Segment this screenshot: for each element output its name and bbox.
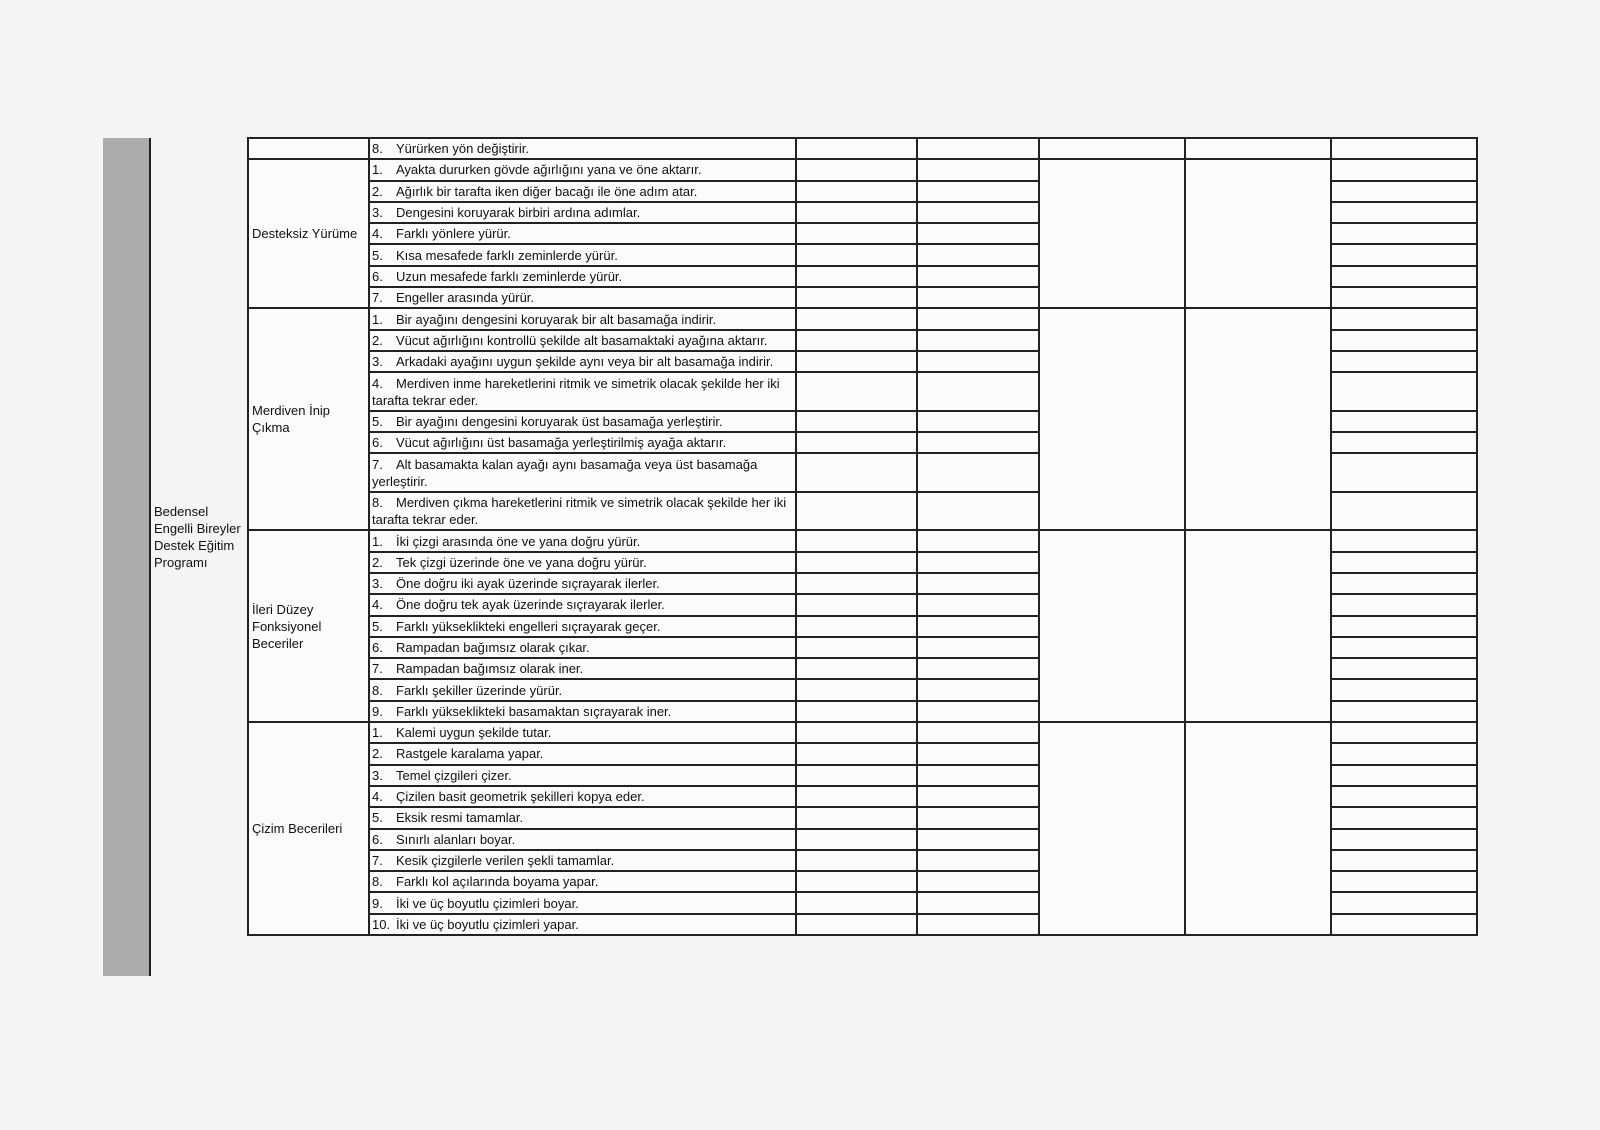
evaluation-cell-1 xyxy=(796,679,917,700)
table-row xyxy=(151,159,1477,180)
evaluation-cell-5 xyxy=(1331,594,1477,615)
item-text-cell xyxy=(369,202,796,223)
item-text: Vücut ağırlığını üst basamağa yerleştirilmiş ayağa aktarır. xyxy=(396,435,727,451)
evaluation-cell-2 xyxy=(917,138,1039,159)
item-text: Merdiven inme hareketlerini ritmik ve simetrik olacak şekilde her iki tarafta tekrar eder. xyxy=(372,375,780,408)
evaluation-cell-5 xyxy=(1331,552,1477,573)
evaluation-cell-1 xyxy=(796,871,917,892)
evaluation-cell-2 xyxy=(917,786,1039,807)
evaluation-cell-1 xyxy=(796,244,917,265)
evaluation-cell-5 xyxy=(1331,372,1477,411)
evaluation-cell-5 xyxy=(1331,530,1477,551)
item-text-cell xyxy=(369,616,796,637)
item-text-cell xyxy=(369,573,796,594)
left-margin-bar xyxy=(103,138,151,976)
item-text-cell xyxy=(369,492,796,531)
evaluation-cell-2 xyxy=(917,594,1039,615)
evaluation-cell-2 xyxy=(917,616,1039,637)
item-text: Farklı yükseklikteki basamaktan sıçrayarak iner. xyxy=(396,703,672,719)
item-text: İki çizgi arasında öne ve yana doğru yürür. xyxy=(396,533,641,549)
evaluation-cell-5 xyxy=(1331,223,1477,244)
evaluation-cell-2 xyxy=(917,850,1039,871)
item-number: 2. xyxy=(372,332,383,348)
evaluation-cell-5 xyxy=(1331,266,1477,287)
evaluation-cell-5 xyxy=(1331,159,1477,180)
evaluation-cell-1 xyxy=(796,159,917,180)
evaluation-cell-5 xyxy=(1331,637,1477,658)
evaluation-cell-1 xyxy=(796,138,917,159)
item-text: Farklı kol açılarında boyama yapar. xyxy=(396,874,599,890)
evaluation-cell-2 xyxy=(917,701,1039,722)
item-text-cell xyxy=(369,330,796,351)
evaluation-cell-1 xyxy=(796,351,917,372)
evaluation-cell-4 xyxy=(1185,159,1331,308)
item-text: Farklı yönlere yürür. xyxy=(396,226,511,242)
evaluation-cell-5 xyxy=(1331,411,1477,432)
item-text-cell xyxy=(369,138,796,159)
item-text-cell xyxy=(369,743,796,764)
evaluation-cell-5 xyxy=(1331,850,1477,871)
evaluation-cell-2 xyxy=(917,658,1039,679)
evaluation-cell-1 xyxy=(796,743,917,764)
evaluation-cell-5 xyxy=(1331,432,1477,453)
item-text-cell xyxy=(369,892,796,913)
item-number: 7. xyxy=(372,852,383,868)
evaluation-cell-2 xyxy=(917,637,1039,658)
evaluation-cell-1 xyxy=(796,829,917,850)
evaluation-cell-5 xyxy=(1331,765,1477,786)
evaluation-cell-5 xyxy=(1331,829,1477,850)
item-number: 6. xyxy=(372,639,383,655)
evaluation-cell-5 xyxy=(1331,308,1477,329)
item-text: Uzun mesafede farklı zeminlerde yürür. xyxy=(396,268,623,284)
item-text-cell xyxy=(369,411,796,432)
item-number: 1. xyxy=(372,725,383,741)
item-text: Kesik çizgilerle verilen şekli tamamlar. xyxy=(396,852,615,868)
evaluation-cell-2 xyxy=(917,573,1039,594)
evaluation-cell-1 xyxy=(796,892,917,913)
item-text: Ağırlık bir tarafta iken diğer bacağı ile öne adım atar. xyxy=(396,183,698,199)
evaluation-cell-1 xyxy=(796,594,917,615)
evaluation-cell-1 xyxy=(796,807,917,828)
item-number: 4. xyxy=(372,789,383,805)
evaluation-cell-2 xyxy=(917,530,1039,551)
evaluation-cell-1 xyxy=(796,181,917,202)
evaluation-cell-3 xyxy=(1039,159,1185,308)
evaluation-cell-1 xyxy=(796,308,917,329)
item-number: 6. xyxy=(372,831,383,847)
item-number: 2. xyxy=(372,183,383,199)
item-text: Arkadaki ayağını uygun şekilde aynı veya bir alt basamağa indirir. xyxy=(396,354,774,370)
evaluation-cell-1 xyxy=(796,658,917,679)
item-text-cell xyxy=(369,658,796,679)
evaluation-cell-5 xyxy=(1331,914,1477,935)
evaluation-cell-1 xyxy=(796,266,917,287)
item-number: 3. xyxy=(372,576,383,592)
evaluation-cell-2 xyxy=(917,679,1039,700)
evaluation-cell-5 xyxy=(1331,181,1477,202)
item-number: 1. xyxy=(372,311,383,327)
evaluation-cell-2 xyxy=(917,372,1039,411)
evaluation-cell-1 xyxy=(796,223,917,244)
item-number: 5. xyxy=(372,413,383,429)
evaluation-cell-5 xyxy=(1331,351,1477,372)
evaluation-cell-1 xyxy=(796,914,917,935)
evaluation-cell-2 xyxy=(917,743,1039,764)
item-text: Öne doğru tek ayak üzerinde sıçrayarak ilerler. xyxy=(396,597,665,613)
evaluation-cell-2 xyxy=(917,871,1039,892)
evaluation-cell-2 xyxy=(917,351,1039,372)
evaluation-cell-3 xyxy=(1039,530,1185,722)
evaluation-cell-1 xyxy=(796,411,917,432)
evaluation-cell-1 xyxy=(796,573,917,594)
item-text: Çizilen basit geometrik şekilleri kopya eder. xyxy=(396,789,645,805)
evaluation-cell-2 xyxy=(917,892,1039,913)
evaluation-cell-2 xyxy=(917,202,1039,223)
item-text: Ayakta dururken gövde ağırlığını yana ve öne aktarır. xyxy=(396,162,702,178)
evaluation-cell-2 xyxy=(917,453,1039,492)
evaluation-cell-5 xyxy=(1331,743,1477,764)
item-text-cell xyxy=(369,701,796,722)
evaluation-cell-1 xyxy=(796,330,917,351)
skill-area-label: Çizim Becerileri xyxy=(248,722,369,935)
item-number: 8. xyxy=(372,874,383,890)
evaluation-cell-2 xyxy=(917,829,1039,850)
item-text-cell xyxy=(369,372,796,411)
item-text: İki ve üç boyutlu çizimleri boyar. xyxy=(396,895,579,911)
item-number: 7. xyxy=(372,456,383,472)
item-number: 4. xyxy=(372,597,383,613)
item-text-cell xyxy=(369,765,796,786)
item-text: Yürürken yön değiştirir. xyxy=(396,141,529,157)
item-text-cell xyxy=(369,181,796,202)
item-text-cell xyxy=(369,722,796,743)
item-text-cell xyxy=(369,786,796,807)
evaluation-cell-5 xyxy=(1331,244,1477,265)
evaluation-cell-1 xyxy=(796,722,917,743)
evaluation-cell-3 xyxy=(1039,138,1185,159)
program-label: Bedensel Engelli Bireyler Destek Eğitim Programı xyxy=(154,503,241,570)
item-text-cell xyxy=(369,432,796,453)
evaluation-cell-2 xyxy=(917,492,1039,531)
item-text-cell xyxy=(369,159,796,180)
item-text-cell xyxy=(369,594,796,615)
item-text-cell xyxy=(369,530,796,551)
item-text-cell xyxy=(369,308,796,329)
item-text: Dengesini koruyarak birbiri ardına adımlar. xyxy=(396,205,641,221)
item-number: 3. xyxy=(372,205,383,221)
evaluation-cell-1 xyxy=(796,786,917,807)
evaluation-cell-1 xyxy=(796,432,917,453)
item-number: 1. xyxy=(372,162,383,178)
evaluation-cell-2 xyxy=(917,181,1039,202)
skill-area-label: Desteksiz Yürüme xyxy=(248,159,369,308)
evaluation-cell-1 xyxy=(796,616,917,637)
evaluation-cell-5 xyxy=(1331,202,1477,223)
evaluation-cell-4 xyxy=(1185,722,1331,935)
item-number: 6. xyxy=(372,268,383,284)
item-number: 4. xyxy=(372,375,383,391)
item-text: Vücut ağırlığını kontrollü şekilde alt basamaktaki ayağına aktarır. xyxy=(396,332,768,348)
item-text-cell xyxy=(369,244,796,265)
item-text: Bir ayağını dengesini koruyarak bir alt basamağa indirir. xyxy=(396,311,717,327)
evaluation-cell-2 xyxy=(917,765,1039,786)
skill-area-label: İleri Düzey Fonksiyonel Beceriler xyxy=(248,530,369,722)
evaluation-cell-4 xyxy=(1185,530,1331,722)
evaluation-cell-5 xyxy=(1331,492,1477,531)
evaluation-cell-1 xyxy=(796,765,917,786)
item-text: Merdiven çıkma hareketlerini ritmik ve simetrik olacak şekilde her iki tarafta tekrar eder. xyxy=(372,495,787,528)
item-text: Farklı şekiller üzerinde yürür. xyxy=(396,682,563,698)
evaluation-cell-2 xyxy=(917,552,1039,573)
evaluation-cell-2 xyxy=(917,266,1039,287)
evaluation-cell-5 xyxy=(1331,679,1477,700)
table-row xyxy=(151,308,1477,329)
item-number: 3. xyxy=(372,354,383,370)
evaluation-cell-1 xyxy=(796,850,917,871)
item-number: 7. xyxy=(372,290,383,306)
item-text-cell xyxy=(369,351,796,372)
evaluation-cell-1 xyxy=(796,530,917,551)
evaluation-cell-5 xyxy=(1331,330,1477,351)
item-number: 10. xyxy=(372,916,391,932)
item-text: Sınırlı alanları boyar. xyxy=(396,831,516,847)
item-number: 6. xyxy=(372,435,383,451)
item-number: 5. xyxy=(372,247,383,263)
item-number: 1. xyxy=(372,533,383,549)
evaluation-cell-5 xyxy=(1331,807,1477,828)
item-text: İki ve üç boyutlu çizimleri yapar. xyxy=(396,916,579,932)
item-number: 8. xyxy=(372,141,383,157)
evaluation-cell-5 xyxy=(1331,287,1477,308)
evaluation-cell-5 xyxy=(1331,701,1477,722)
item-text-cell xyxy=(369,453,796,492)
evaluation-cell-5 xyxy=(1331,892,1477,913)
skill-area-label: Merdiven İnip Çıkma xyxy=(248,308,369,530)
skills-table xyxy=(151,137,1478,936)
item-text-cell xyxy=(369,914,796,935)
item-number: 4. xyxy=(372,226,383,242)
item-text-cell xyxy=(369,266,796,287)
evaluation-cell-1 xyxy=(796,372,917,411)
evaluation-cell-3 xyxy=(1039,308,1185,530)
evaluation-cell-2 xyxy=(917,223,1039,244)
item-text: Engeller arasında yürür. xyxy=(396,290,535,306)
evaluation-cell-2 xyxy=(917,722,1039,743)
evaluation-cell-1 xyxy=(796,287,917,308)
evaluation-cell-5 xyxy=(1331,722,1477,743)
evaluation-cell-1 xyxy=(796,637,917,658)
evaluation-cell-2 xyxy=(917,287,1039,308)
evaluation-cell-5 xyxy=(1331,138,1477,159)
item-number: 5. xyxy=(372,618,383,634)
evaluation-cell-1 xyxy=(796,453,917,492)
item-text-cell xyxy=(369,850,796,871)
item-text: Kısa mesafede farklı zeminlerde yürür. xyxy=(396,247,618,263)
item-text: Öne doğru iki ayak üzerinde sıçrayarak ilerler. xyxy=(396,576,660,592)
item-text-cell xyxy=(369,637,796,658)
item-text: Rastgele karalama yapar. xyxy=(396,746,544,762)
item-number: 2. xyxy=(372,554,383,570)
evaluation-cell-1 xyxy=(796,552,917,573)
evaluation-cell-5 xyxy=(1331,658,1477,679)
item-number: 7. xyxy=(372,661,383,677)
item-text: Eksik resmi tamamlar. xyxy=(396,810,524,826)
evaluation-cell-1 xyxy=(796,701,917,722)
evaluation-cell-4 xyxy=(1185,138,1331,159)
evaluation-cell-2 xyxy=(917,308,1039,329)
evaluation-cell-5 xyxy=(1331,616,1477,637)
evaluation-cell-2 xyxy=(917,432,1039,453)
table-row xyxy=(151,722,1477,743)
item-text-cell xyxy=(369,871,796,892)
item-number: 5. xyxy=(372,810,383,826)
table-row xyxy=(151,530,1477,551)
table-row xyxy=(151,138,1477,159)
item-text: Bir ayağını dengesini koruyarak üst basamağa yerleştirir. xyxy=(396,413,723,429)
evaluation-cell-3 xyxy=(1039,722,1185,935)
item-text: Rampadan bağımsız olarak iner. xyxy=(396,661,584,677)
item-number: 9. xyxy=(372,703,383,719)
item-number: 2. xyxy=(372,746,383,762)
item-text-cell xyxy=(369,807,796,828)
item-text: Rampadan bağımsız olarak çıkar. xyxy=(396,639,590,655)
item-number: 3. xyxy=(372,767,383,783)
evaluation-cell-4 xyxy=(1185,308,1331,530)
item-text-cell xyxy=(369,552,796,573)
item-number: 8. xyxy=(372,495,383,511)
evaluation-cell-5 xyxy=(1331,573,1477,594)
item-text-cell xyxy=(369,679,796,700)
evaluation-cell-2 xyxy=(917,914,1039,935)
item-number: 8. xyxy=(372,682,383,698)
item-number: 9. xyxy=(372,895,383,911)
item-text: Farklı yükseklikteki engelleri sıçrayarak geçer. xyxy=(396,618,661,634)
item-text: Kalemi uygun şekilde tutar. xyxy=(396,725,552,741)
evaluation-cell-5 xyxy=(1331,453,1477,492)
evaluation-cell-5 xyxy=(1331,871,1477,892)
evaluation-cell-1 xyxy=(796,202,917,223)
item-text: Alt basamakta kalan ayağı aynı basamağa veya üst basamağa yerleştirir. xyxy=(372,456,758,489)
evaluation-cell-5 xyxy=(1331,786,1477,807)
skill-area-cell xyxy=(248,138,369,159)
evaluation-cell-1 xyxy=(796,492,917,531)
evaluation-cell-2 xyxy=(917,330,1039,351)
evaluation-cell-2 xyxy=(917,411,1039,432)
evaluation-cell-2 xyxy=(917,807,1039,828)
item-text-cell xyxy=(369,223,796,244)
item-text-cell xyxy=(369,829,796,850)
item-text-cell xyxy=(369,287,796,308)
item-text: Temel çizgileri çizer. xyxy=(396,767,512,783)
evaluation-cell-2 xyxy=(917,159,1039,180)
item-text: Tek çizgi üzerinde öne ve yana doğru yürür. xyxy=(396,554,647,570)
evaluation-cell-2 xyxy=(917,244,1039,265)
